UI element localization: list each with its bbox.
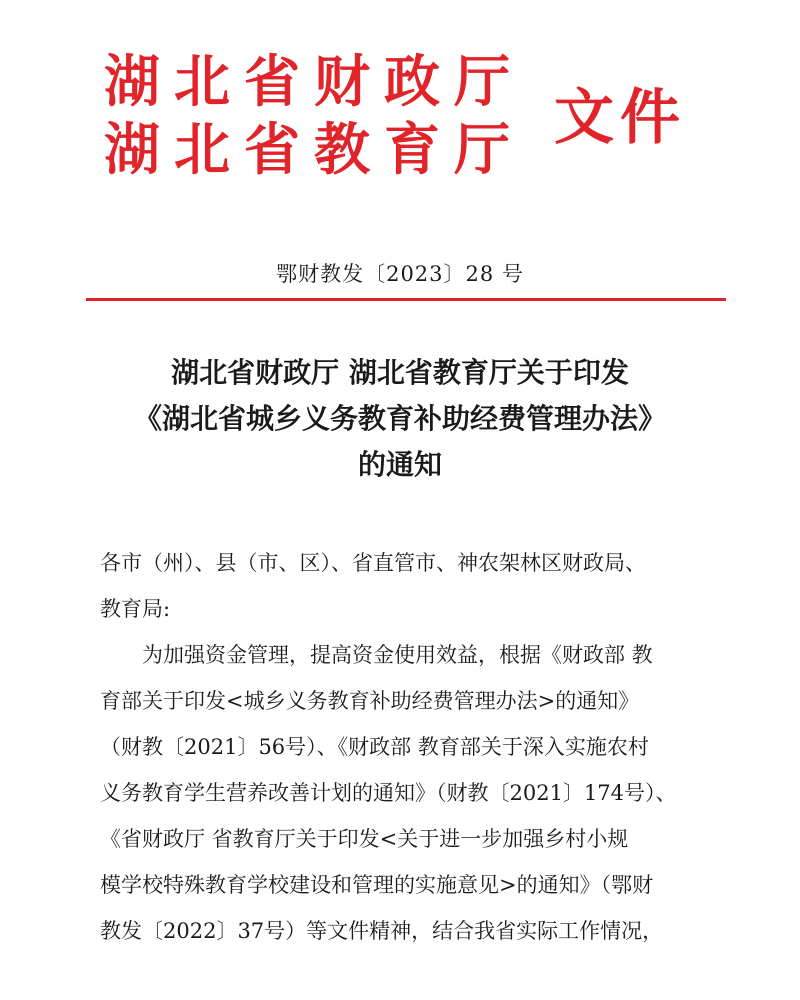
document-body <box>100 540 720 954</box>
title-line-1: 湖北省财政厅 湖北省教育厅关于印发 <box>171 356 629 389</box>
title-line-3: 的通知 <box>357 448 442 481</box>
body-line: 教发〔2022〕37号）等文件精神，结合我省实际工作情况， <box>100 919 664 943</box>
body-line: 《省财政厅 省教育厅关于印发<关于进一步加强乡村小规 <box>100 827 629 851</box>
issuer-line-finance: 湖北省财政厅 <box>104 49 524 115</box>
body-line: （财教〔2021〕56号）、《财政部 教育部关于深入实施农村 <box>100 735 649 759</box>
body-line: 模学校特殊教育学校建设和管理的实施意见>的通知》（鄂财 <box>100 873 654 897</box>
title-line-2: 《湖北省城乡义务教育补助经费管理办法》 <box>133 402 666 435</box>
body-line: 义务教育学生营养改善计划的通知》（财教〔2021〕174号）、 <box>100 781 677 805</box>
document-number: 鄂财教发〔2023〕28 号 <box>276 262 524 286</box>
body-line: 为加强资金管理，提高资金使用效益，根据《财政部 教 <box>142 643 653 667</box>
document-title <box>0 350 800 488</box>
issuer-line-education: 湖北省教育厅 <box>104 117 524 183</box>
document-header <box>104 49 724 192</box>
red-divider <box>86 298 726 301</box>
body-line: 各市（州）、县（市、区）、省直管市、神农架林区财政局、 <box>100 551 646 575</box>
body-line: 育部关于印发<城乡义务教育补助经费管理办法>的通知》 <box>100 689 640 713</box>
body-line: 教育局: <box>100 597 171 621</box>
file-word: 文件 <box>554 83 686 153</box>
